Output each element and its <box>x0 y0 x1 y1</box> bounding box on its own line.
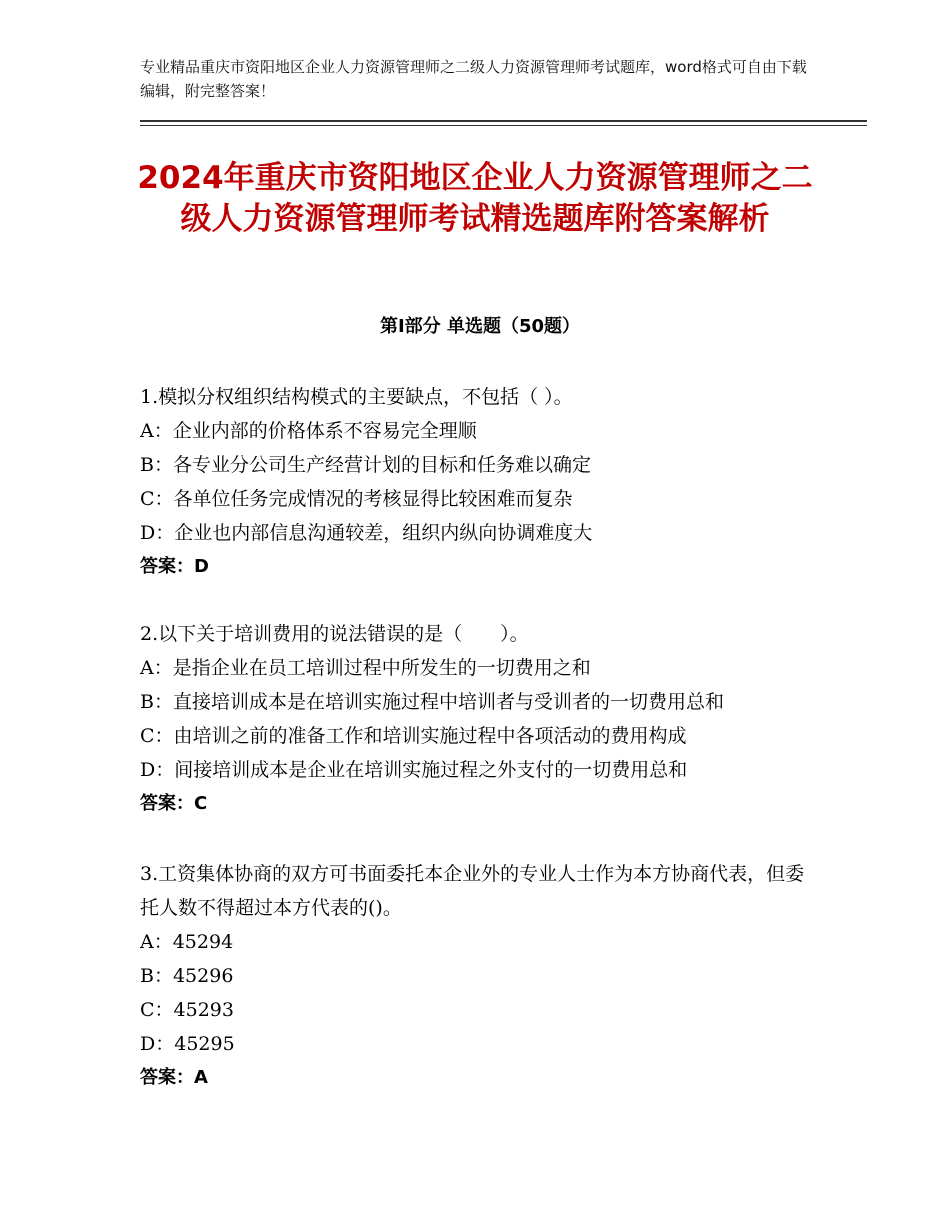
document-header-note: 专业精品重庆市资阳地区企业人力资源管理师之二级人力资源管理师考试题库，word格式可自由下载编辑，附完整答案！ <box>140 58 807 100</box>
question-stem: 2.以下关于培训费用的说法错误的是（ ）。 <box>140 623 529 645</box>
option-c: C：由培训之前的准备工作和培训实施过程中各项活动的费用构成 <box>140 725 687 747</box>
question-2 <box>140 617 820 821</box>
header-divider-thin <box>140 125 867 126</box>
question-3 <box>140 857 820 1095</box>
question-stem: 1.模拟分权组织结构模式的主要缺点，不包括（ ）。 <box>140 386 573 408</box>
header-divider-thick <box>140 120 867 122</box>
option-a: A：是指企业在员工培训过程中所发生的一切费用之和 <box>140 657 591 679</box>
option-d: D：间接培训成本是企业在培训实施过程之外支付的一切费用总和 <box>140 759 688 781</box>
section-heading: 第Ⅰ部分 单选题（50题） <box>379 316 580 337</box>
answer-label: 答案：C <box>140 793 208 814</box>
option-b: B：直接培训成本是在培训实施过程中培训者与受训者的一切费用总和 <box>140 691 724 713</box>
option-a: A：45294 <box>140 931 234 953</box>
option-a: A：企业内部的价格体系不容易完全理顺 <box>140 420 477 442</box>
question-1 <box>140 380 820 584</box>
answer-label: 答案：D <box>140 556 209 577</box>
option-b: B：45296 <box>140 965 234 987</box>
question-stem: 3.工资集体协商的双方可书面委托本企业外的专业人士作为本方协商代表，但委托人数不得超过本方代表的()。 <box>140 863 805 919</box>
option-d: D：45295 <box>140 1033 235 1055</box>
option-d: D：企业也内部信息沟通较差，组织内纵向协调难度大 <box>140 522 593 544</box>
option-c: C：45293 <box>140 999 234 1021</box>
answer-label: 答案：A <box>140 1067 208 1088</box>
document-title: 2024年重庆市资阳地区企业人力资源管理师之二级人力资源管理师考试精选题库附答案解析 <box>137 160 813 237</box>
option-b: B：各专业分公司生产经营计划的目标和任务难以确定 <box>140 454 591 476</box>
option-c: C：各单位任务完成情况的考核显得比较困难而复杂 <box>140 488 573 510</box>
